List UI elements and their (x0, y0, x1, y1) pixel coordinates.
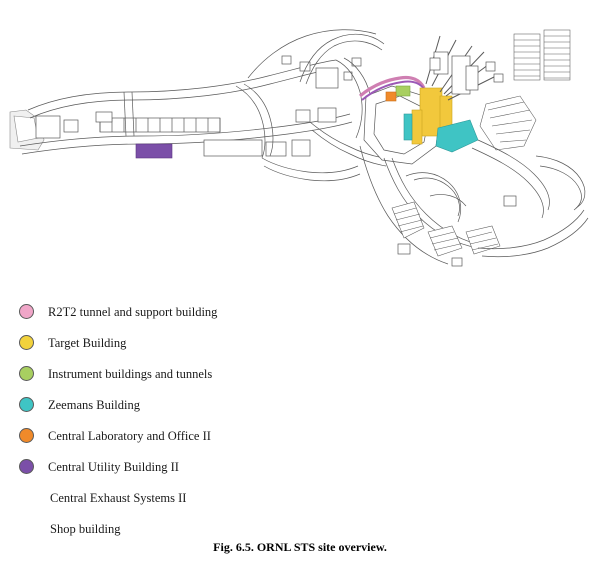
legend-item (14, 296, 344, 327)
legend-swatch-cell (14, 335, 38, 350)
legend-item-label: Shop building (50, 521, 121, 536)
legend-item-label: Central Exhaust Systems II (50, 490, 187, 505)
legend (14, 296, 344, 575)
legend-item (14, 358, 344, 389)
legend-color-swatch-icon (19, 397, 34, 412)
legend-swatch-cell (14, 459, 38, 474)
legend-color-swatch-icon (19, 304, 34, 319)
map-highlight-central-utility-building-2 (136, 144, 172, 158)
legend-item (14, 420, 344, 451)
legend-item (14, 327, 344, 358)
legend-item-label: Central Utility Building II (48, 459, 179, 474)
legend-swatch-cell (14, 304, 38, 319)
map-base-linework (10, 30, 588, 266)
map-highlight-central-lab-office-2 (386, 92, 396, 101)
legend-swatch-cell (14, 397, 38, 412)
legend-item (14, 389, 344, 420)
legend-item (14, 482, 344, 513)
map-highlight-instrument-buildings (396, 86, 410, 96)
legend-color-swatch-icon (19, 335, 34, 350)
legend-item-label: Central Laboratory and Office II (48, 428, 211, 443)
legend-swatch-cell (14, 428, 38, 443)
legend-item-label: R2T2 tunnel and support building (48, 304, 218, 319)
figure-caption: Fig. 6.5. ORNL STS site overview. (213, 540, 387, 554)
legend-color-swatch-icon (19, 459, 34, 474)
legend-color-swatch-icon (19, 428, 34, 443)
legend-item (14, 451, 344, 482)
legend-item-label: Instrument buildings and tunnels (48, 366, 213, 381)
legend-item-label: Zeemans Building (48, 397, 140, 412)
legend-item-label: Target Building (48, 335, 127, 350)
legend-color-swatch-icon (19, 366, 34, 381)
legend-swatch-cell (14, 366, 38, 381)
